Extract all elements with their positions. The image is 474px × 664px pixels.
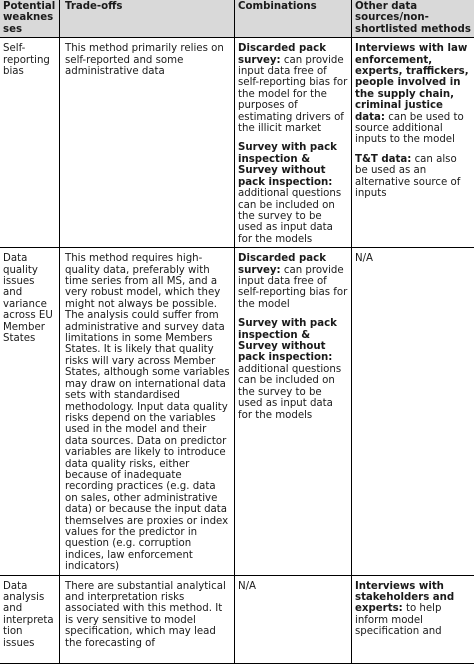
combination-item xyxy=(238,43,348,134)
combinations-cell xyxy=(235,248,352,575)
header-other-sources: Other data sources/non-shortlisted methods xyxy=(352,0,474,38)
header-combinations: Combinations xyxy=(235,0,352,38)
combinations-cell: N/A xyxy=(235,575,352,663)
combination-item xyxy=(238,318,348,421)
table-row xyxy=(0,38,474,248)
weakness-cell: Self-reporting bias xyxy=(0,38,60,248)
weakness-cell: Data analysis and interpretation issues xyxy=(0,575,60,663)
source-label: T&T data: xyxy=(355,154,411,165)
source-text: to help inform model specification and xyxy=(355,603,442,637)
weakness-cell: Data quality issues and variance across EU Member States xyxy=(0,248,60,575)
source-item xyxy=(355,43,472,146)
combination-text: can provide input data free of self-reporting bias for the model for the purposes of estimating drivers of the illicit market xyxy=(238,55,347,134)
combinations-cell xyxy=(235,38,352,248)
combination-label: Survey with pack inspection & Survey without pack inspection: xyxy=(238,318,337,363)
source-label: Interviews with law enforcement, experts, traffickers, people involved in the supply chain, criminal justice data: xyxy=(355,43,469,122)
header-tradeoffs: Trade-offs xyxy=(60,0,235,38)
tradeoff-cell: This method primarily relies on self-reported and some administrative data xyxy=(60,38,235,248)
source-label: Interviews with stakeholders and experts: xyxy=(355,581,454,615)
combination-item xyxy=(238,253,348,310)
combination-label: Discarded pack survey: xyxy=(238,43,326,65)
source-text: can be used to source additional inputs to the model xyxy=(355,112,464,146)
table-row xyxy=(0,575,474,663)
other-sources-cell xyxy=(352,38,474,248)
header-row xyxy=(0,0,474,38)
combination-text: can provide input data free of self-reporting bias for the model xyxy=(238,265,347,310)
table-row xyxy=(0,248,474,575)
other-sources-cell: N/A xyxy=(352,248,474,575)
header-weaknesses: Potential weaknesses xyxy=(0,0,60,38)
combination-item xyxy=(238,142,348,245)
combination-label: Survey with pack inspection & Survey without pack inspection: xyxy=(238,142,337,187)
combination-text: additional questions can be included on the survey to be used as input data for the models xyxy=(238,364,341,421)
source-item xyxy=(355,581,472,638)
tradeoff-cell: There are substantial analytical and interpretation risks associated with this method. It is very sensitive to model specification, which may lead the forecasting of xyxy=(60,575,235,663)
other-sources-cell xyxy=(352,575,474,663)
source-item xyxy=(355,154,472,200)
combination-text: additional questions can be included on the survey to be used as input data for the models xyxy=(238,188,341,245)
combination-label: Discarded pack survey: xyxy=(238,253,326,275)
source-text: can also be used as an alternative source of inputs xyxy=(355,154,460,199)
tradeoff-cell: This method requires high-quality data, preferably with time series from all MS, and a very robust model, which they might not always be possible. The analysis could suffer from administrative and survey data limitations in some Members States. It is likely that quality risks will vary across Member States, although some variables may draw on international data sets with standardised methodology. Input data quality risks depend on the variables used in the model and their data sources. Data on predictor variables are likely to introduce data quality risks, either because of inadequate recording practices (e.g. data on sales, other administrative data) or because the input data themselves are proxies or index values for the predictor in question (e.g. corruption indices, law enforcement indicators) xyxy=(60,248,235,575)
